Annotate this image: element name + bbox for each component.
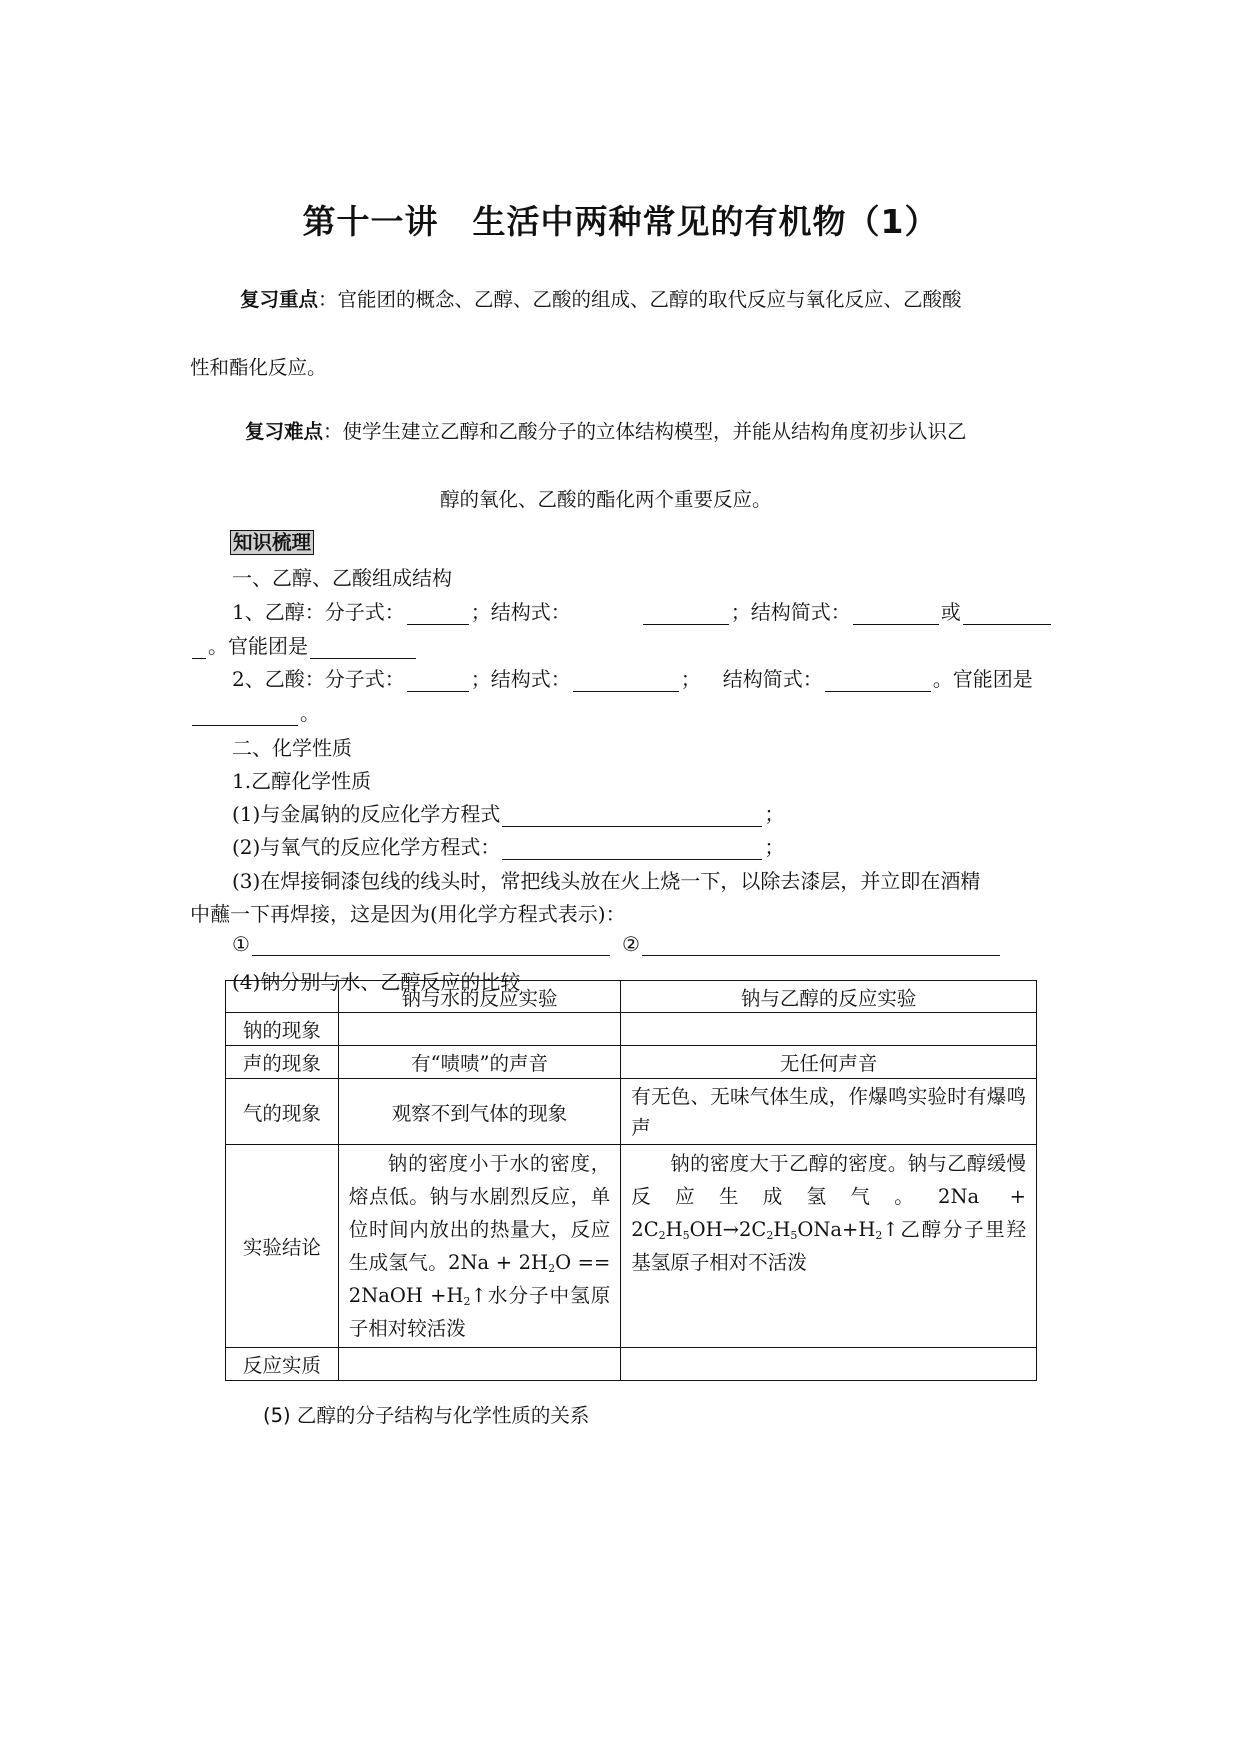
cell-essence-ethanol bbox=[621, 1348, 1037, 1381]
s2-sub-heading: 1.乙醇化学性质 bbox=[232, 769, 372, 793]
table-corner bbox=[226, 981, 339, 1013]
q1-line-2 bbox=[190, 630, 418, 659]
p5-heading: (5) 乙醇的分子结构与化学性质的关系 bbox=[263, 1404, 590, 1427]
row-label-sound: 声的现象 bbox=[226, 1046, 339, 1079]
answer-2-blank[interactable] bbox=[642, 935, 1000, 956]
sub-2: 2 bbox=[658, 1229, 666, 1242]
table-row bbox=[226, 1013, 1037, 1046]
cell-gas-water: 观察不到气体的现象 bbox=[338, 1079, 621, 1145]
s2-heading: 二、化学性质 bbox=[232, 736, 352, 760]
section-box-label: 知识梳理 bbox=[230, 530, 314, 555]
focus-text-1: ：官能团的概念、乙醇、乙酸的组成、乙醇的取代反应与氧化反应、乙酸酸 bbox=[318, 288, 962, 311]
conclusion-eth-a: 钠的密度大于乙醇的密度。钠与乙醇缓慢反应生成氢气。2Na + 2C bbox=[631, 1152, 1026, 1241]
q1-line bbox=[232, 596, 1053, 625]
conclusion-eth-e: OH→2C bbox=[689, 1218, 767, 1241]
q2-c: ； bbox=[680, 667, 701, 691]
conclusion-water-e: ↑水分子中氢原子相对较活泼 bbox=[348, 1284, 611, 1340]
q1-e: 。官能团是 bbox=[208, 634, 308, 658]
cell-gas-ethanol: 有无色、无味气体生成，作爆鸣实验时有爆鸣声 bbox=[621, 1079, 1037, 1145]
focus-line-1 bbox=[240, 284, 962, 312]
q1-a: 1、乙醇：分子式： bbox=[232, 600, 405, 624]
p2-text: (2)与氧气的反应化学方程式： bbox=[232, 835, 501, 859]
q2-f: 。 bbox=[300, 701, 320, 725]
conclusion-eth-g: H bbox=[773, 1218, 791, 1241]
p2-semi: ； bbox=[764, 835, 785, 859]
q1-d: 或 bbox=[940, 600, 961, 624]
q2-simple-blank[interactable] bbox=[825, 671, 931, 692]
difficulty-label: 复习难点 bbox=[245, 420, 324, 443]
header-water: 钠与水的反应实验 bbox=[338, 981, 621, 1013]
cell-sodium-ethanol bbox=[621, 1013, 1037, 1046]
p4-heading: (4)钠分别与水、乙醇反应的比较 bbox=[232, 970, 521, 994]
q2-a: 2、乙酸：分子式： bbox=[232, 667, 405, 691]
p3-line-1: (3)在焊接铜漆包线的线头时，常把线头放在火上烧一下，以除去漆层，并立即在酒精 bbox=[232, 869, 981, 893]
q2-group-blank[interactable] bbox=[192, 705, 298, 726]
difficulty-text-1: ：使学生建立乙醇和乙酸分子的立体结构模型，并能从结构角度初步认识乙 bbox=[323, 420, 967, 443]
conclusion-eth-c: H bbox=[665, 1218, 683, 1241]
q2-e: 。官能团是 bbox=[932, 667, 1033, 691]
q2-b: ；结构式： bbox=[470, 667, 571, 691]
s1-heading: 一、乙醇、乙酸组成结构 bbox=[232, 566, 452, 590]
q1-formula-blank[interactable] bbox=[407, 604, 469, 625]
focus-label: 复习重点 bbox=[240, 288, 319, 311]
circle-2: ② bbox=[621, 932, 640, 956]
q2-line bbox=[232, 663, 1033, 692]
cell-sound-water: 有“啧啧”的声音 bbox=[338, 1046, 621, 1079]
difficulty-line-1 bbox=[245, 416, 967, 444]
answer-1-blank[interactable] bbox=[252, 935, 610, 956]
cell-sodium-water bbox=[338, 1013, 621, 1046]
sub-2: 2 bbox=[463, 1295, 471, 1308]
header-ethanol: 钠与乙醇的反应实验 bbox=[621, 981, 1037, 1013]
q1-b: ；结构式： bbox=[470, 600, 571, 624]
sub-5: 5 bbox=[682, 1229, 690, 1242]
p2-blank[interactable] bbox=[502, 839, 762, 860]
page-title: 第十一讲 生活中两种常见的有机物（1） bbox=[302, 202, 939, 241]
table-header-row bbox=[226, 981, 1037, 1013]
q1-structure-blank[interactable] bbox=[643, 604, 729, 625]
q2-d: 结构简式： bbox=[722, 667, 823, 691]
conclusion-water-c: O == 2NaOH +H bbox=[348, 1251, 611, 1307]
table-row bbox=[226, 1046, 1037, 1079]
p1-line bbox=[232, 798, 784, 827]
q2-formula-blank[interactable] bbox=[407, 671, 469, 692]
section-box bbox=[230, 527, 314, 555]
q1-cont-blank[interactable] bbox=[192, 638, 206, 659]
q1-simple-blank[interactable] bbox=[853, 604, 939, 625]
row-label-essence: 反应实质 bbox=[226, 1348, 339, 1381]
conclusion-eth-k: ↑乙醇分子里羟基氢原子相对不活泼 bbox=[631, 1218, 1026, 1274]
q2-line-2 bbox=[190, 697, 320, 726]
q1-or-blank[interactable] bbox=[963, 604, 1051, 625]
p1-semi: ； bbox=[764, 802, 785, 826]
q1-group-blank[interactable] bbox=[310, 638, 416, 659]
p2-line bbox=[232, 831, 784, 860]
p3-line-2: 中蘸一下再焊接，这是因为(用化学方程式表示)： bbox=[190, 902, 626, 926]
p1-blank[interactable] bbox=[502, 806, 762, 827]
sub-2: 2 bbox=[766, 1229, 774, 1242]
comparison-table bbox=[225, 980, 1037, 1381]
table-row bbox=[226, 1079, 1037, 1145]
row-label-sodium: 钠的现象 bbox=[226, 1013, 339, 1046]
row-label-conclusion: 实验结论 bbox=[226, 1145, 339, 1348]
sub-5: 5 bbox=[790, 1229, 798, 1242]
conclusion-eth-i: ONa+H bbox=[797, 1218, 876, 1241]
row-label-gas: 气的现象 bbox=[226, 1079, 339, 1145]
table-row bbox=[226, 1348, 1037, 1381]
table-row bbox=[226, 1145, 1037, 1348]
circle-1: ① bbox=[232, 932, 250, 956]
q2-structure-blank[interactable] bbox=[573, 671, 679, 692]
sub-2: 2 bbox=[875, 1229, 883, 1242]
focus-text-2: 性和酯化反应。 bbox=[190, 356, 327, 379]
difficulty-text-2: 醇的氧化、乙酸的酯化两个重要反应。 bbox=[440, 488, 772, 511]
q1-c: ；结构简式： bbox=[730, 600, 851, 624]
p3-answers bbox=[232, 932, 1002, 956]
p1-text: (1)与金属钠的反应化学方程式 bbox=[232, 802, 501, 826]
sub-2: 2 bbox=[548, 1262, 556, 1275]
conclusion-water-a: 钠的密度小于水的密度，熔点低。钠与水剧烈反应，单位时间内放出的热量大，反应生成氢气。2Na + 2H bbox=[348, 1152, 611, 1274]
cell-sound-ethanol: 无任何声音 bbox=[621, 1046, 1037, 1079]
cell-conclusion-water bbox=[338, 1145, 621, 1348]
cell-conclusion-ethanol bbox=[621, 1145, 1037, 1348]
cell-essence-water bbox=[338, 1348, 621, 1381]
